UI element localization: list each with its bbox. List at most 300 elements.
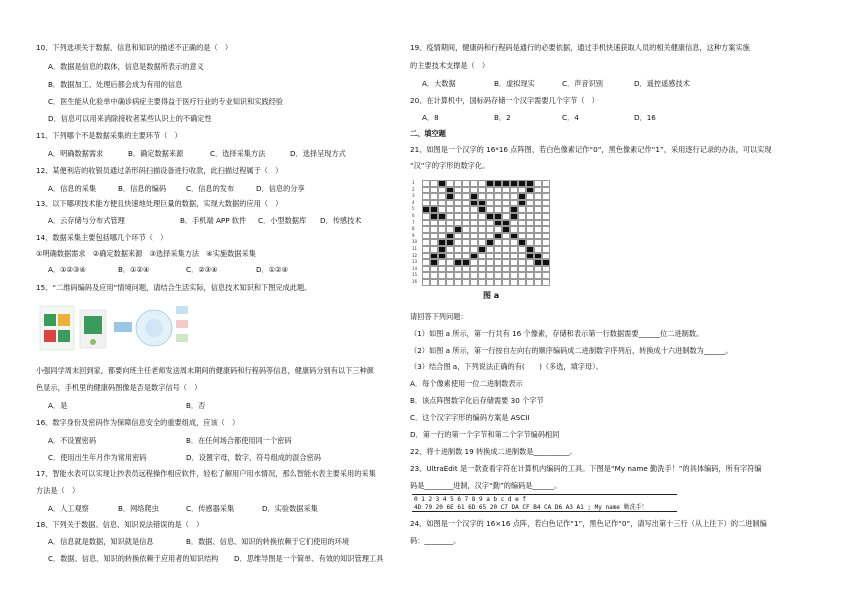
grid-pixel: [446, 213, 454, 220]
q21-option-a: A．每个像素使用一位二进制数表示: [410, 379, 523, 388]
grid-pixel: [438, 206, 446, 213]
grid-pixel: [446, 206, 454, 213]
grid-pixel: [438, 193, 446, 200]
grid-pixel: [494, 180, 502, 187]
grid-pixel: [502, 213, 510, 220]
grid-pixel: [478, 226, 486, 233]
grid-pixel: [494, 253, 502, 260]
grid-pixel: [470, 193, 478, 200]
grid-pixel: [534, 272, 542, 279]
grid-pixel: [462, 279, 470, 286]
grid-row-label: 15: [412, 272, 418, 278]
grid-pixel: [534, 206, 542, 213]
q14-stem: 14、数据采集主要包括哪几个环节（ ）: [36, 233, 168, 242]
grid-pixel: [502, 259, 510, 266]
grid-pixel: [542, 253, 550, 260]
grid-pixel: [462, 233, 470, 240]
hex-header-row: 0 1 2 3 4 5 6 7 8 9 a b c d e f: [414, 496, 526, 503]
q10-stem: 10、下列选项关于数据、信息和知识的描述不正确的是（ ）: [36, 43, 233, 52]
q17-option-c: C．传感器采集: [186, 504, 235, 513]
q12-option-a: A．信息的采集: [48, 184, 97, 193]
q20-option-b: B．2: [494, 113, 511, 122]
grid-pixel: [534, 233, 542, 240]
grid-pixel: [446, 253, 454, 260]
grid-pixel: [478, 187, 486, 194]
grid-pixel: [430, 193, 438, 200]
q11-stem: 11、下列哪个不是数据采集的主要环节（ ）: [36, 131, 182, 140]
q12-option-d: D．信息的分享: [256, 184, 305, 193]
grid-row-label: 1: [412, 180, 415, 185]
q19-option-d: D．遥控遥感技术: [634, 79, 690, 88]
grid-pixel: [446, 180, 454, 187]
q10-option-b: B．数据加工、处理后都会成为有用的信息: [48, 80, 183, 89]
grid-pixel: [438, 279, 446, 286]
grid-row-label: 2: [412, 186, 415, 192]
grid-pixel: [494, 239, 502, 246]
grid-pixel: [486, 226, 494, 233]
grid-pixel: [478, 246, 486, 253]
grid-pixel: [518, 253, 526, 260]
grid-pixel: [510, 279, 518, 286]
grid-pixel: [446, 233, 454, 240]
q18-option-a: A．信息就是数据，知识就是信息: [48, 537, 154, 546]
q13-stem: 13、以下哪项技术能方便且快速地处理巨量的数据，实现大数据的应用（ ）: [36, 199, 283, 208]
grid-pixel: [494, 220, 502, 227]
grid-pixel: [446, 279, 454, 286]
grid-pixel: [478, 233, 486, 240]
grid-pixel: [526, 272, 534, 279]
q10-option-d: D．信息可以用来消除接收者某些认识上的不确定性: [48, 114, 212, 123]
q11-option-b: B．确定数据来源: [128, 149, 184, 158]
grid-pixel: [430, 253, 438, 260]
q15-paragraph-2: 色显示，手机里的健康码图像是否是数字信号（ ）: [36, 383, 202, 392]
grid-pixel: [454, 272, 462, 279]
q17-stem-2: 方法是（ ）: [36, 486, 80, 495]
grid-pixel: [494, 213, 502, 220]
grid-pixel: [534, 180, 542, 187]
grid-pixel: [446, 200, 454, 207]
grid-pixel: [494, 272, 502, 279]
q16-stem: 16、数字身份及密码作为保障信息安全的重要组成，应该（ ）: [36, 418, 240, 427]
grid-row-label: 8: [412, 226, 415, 232]
grid-pixel: [430, 200, 438, 207]
grid-pixel: [542, 226, 550, 233]
q21-sub-2: （2）如图 a 所示，第一行按自左向右的顺序编码成二进制数字序列后，转换成十六进制数为______。: [410, 346, 733, 355]
grid-pixel: [422, 206, 430, 213]
q17-stem: 17、智能水表可以实现让抄表员远程操作相应软件，轻松了解用户用水情况，那么智能水表主要采用的采集: [36, 469, 376, 478]
q19-option-a: A．大数据: [422, 79, 456, 88]
grid-pixel: [462, 259, 470, 266]
grid-pixel: [430, 272, 438, 279]
q21-stem-2: “汉”字的字形的数字化。: [410, 161, 490, 170]
grid-pixel: [478, 206, 486, 213]
grid-pixel: [494, 200, 502, 207]
grid-pixel: [518, 226, 526, 233]
section-heading-fill-blank: 二、填空题: [410, 129, 446, 138]
grid-pixel: [542, 266, 550, 273]
grid-pixel: [438, 246, 446, 253]
grid-pixel: [526, 253, 534, 260]
grid-pixel: [422, 226, 430, 233]
grid-row-label: 6: [412, 213, 415, 218]
grid-pixel: [486, 259, 494, 266]
grid-pixel: [470, 220, 478, 227]
grid-pixel: [542, 193, 550, 200]
grid-pixel: [430, 246, 438, 253]
grid-pixel: [422, 180, 430, 187]
hex-data-row: 4D 79 20 6E 61 6D 65 20 C7 DA CF B4 CA D6 A3 A1 ; My name 勤洗手！: [414, 504, 648, 511]
grid-pixel: [446, 226, 454, 233]
q21-answer-prompt: 请回答下列问题：: [410, 312, 468, 321]
grid-pixel: [454, 246, 462, 253]
grid-pixel: [422, 246, 430, 253]
grid-pixel: [526, 200, 534, 207]
grid-pixel: [438, 213, 446, 220]
grid-pixel: [486, 279, 494, 286]
grid-pixel: [494, 233, 502, 240]
grid-pixel: [462, 180, 470, 187]
grid-pixel: [438, 272, 446, 279]
grid-pixel: [422, 200, 430, 207]
q21-option-b: B．该点阵图数字化后存储需要 30 个字节: [410, 396, 544, 405]
q16-option-c: C．使用出生年月作为常用密码: [48, 453, 147, 462]
grid-pixel: [518, 187, 526, 194]
grid-pixel: [518, 200, 526, 207]
grid-pixel: [502, 272, 510, 279]
grid-pixel: [486, 206, 494, 213]
grid-pixel: [518, 220, 526, 227]
q24-stem-2: 码：________。: [410, 536, 461, 545]
grid-pixel: [510, 272, 518, 279]
grid-pixel: [454, 200, 462, 207]
grid-pixel: [542, 200, 550, 207]
grid-pixel: [430, 239, 438, 246]
grid-pixel: [526, 213, 534, 220]
grid-pixel: [430, 259, 438, 266]
q19-option-c: C．声音识别: [562, 79, 603, 88]
grid-pixel: [486, 213, 494, 220]
grid-pixel: [446, 193, 454, 200]
pixel-grid-figure: [412, 176, 544, 288]
grid-pixel: [510, 220, 518, 227]
grid-pixel: [462, 266, 470, 273]
grid-pixel: [478, 200, 486, 207]
grid-pixel: [430, 233, 438, 240]
grid-pixel: [502, 266, 510, 273]
q20-option-a: A．8: [422, 113, 439, 122]
grid-pixel: [502, 193, 510, 200]
grid-pixel: [470, 180, 478, 187]
q14-option-b: B．①②④: [118, 265, 150, 274]
q15-paragraph-1: 小强同学周末回到家，都要向班主任老师发送周末期间的健康码和行程码等信息，健康码分别有以下三种颜: [36, 366, 374, 375]
figure-caption: 图 a: [483, 291, 500, 300]
q13-option-d: D．传感技术: [320, 216, 362, 225]
grid-pixel: [462, 239, 470, 246]
grid-pixel: [502, 279, 510, 286]
grid-row-label: 12: [412, 252, 418, 258]
q21-option-c: C．这个汉字字形的编码方案是 ASCII: [410, 413, 530, 422]
q18-option-b: B．数据、信息、知识的转换依赖于它们使用的环境: [186, 537, 350, 546]
grid-pixel: [542, 279, 550, 286]
grid-row-label: 3: [412, 193, 415, 199]
grid-pixel: [542, 246, 550, 253]
grid-pixel: [478, 213, 486, 220]
grid-pixel: [494, 193, 502, 200]
q17-option-b: B．网络爬虫: [118, 504, 159, 513]
q24-stem: 24、如图是一个汉字的 16×16 点阵，若白色记作“1”，黑色记作“0”，请写出第十三行（从上往下）的二进制编: [410, 519, 767, 528]
q19-option-b: B．虚拟现实: [494, 79, 535, 88]
grid-pixel: [526, 246, 534, 253]
grid-pixel: [502, 253, 510, 260]
q21-stem: 21、如图是一个汉字的 16*16 点阵图，若白色像素记作“0”，黑色像素记作“1”，采用逐行记录的办法，可以实现: [410, 145, 772, 154]
q13-option-b: B．手机端 APP 软件: [180, 216, 247, 225]
q23-stem-2: 码是________进制，汉字“勤”的编码是______。: [410, 481, 562, 490]
grid-row-label: 9: [412, 232, 415, 238]
grid-pixel: [446, 246, 454, 253]
grid-row-label: 11: [412, 246, 418, 251]
q11-option-d: D．选择呈现方式: [290, 149, 346, 158]
q21-option-d: D．第一行的第一个字节和第二个字节编码相同: [410, 430, 560, 439]
grid-pixel: [510, 200, 518, 207]
q19-stem-2: 的主要技术支撑是（ ）: [410, 61, 490, 70]
grid-pixel: [470, 259, 478, 266]
grid-pixel: [422, 220, 430, 227]
grid-pixel: [502, 226, 510, 233]
q17-option-d: D．实验数据采集: [262, 504, 318, 513]
grid-pixel: [462, 272, 470, 279]
grid-pixel: [502, 187, 510, 194]
grid-pixel: [446, 187, 454, 194]
grid-pixel: [462, 226, 470, 233]
grid-pixel: [486, 200, 494, 207]
q14-option-a: A．①②③④: [48, 265, 86, 274]
q20-option-d: D．16: [634, 113, 656, 122]
grid-pixel: [486, 233, 494, 240]
grid-pixel: [454, 253, 462, 260]
grid-pixel: [438, 226, 446, 233]
grid-pixel: [526, 233, 534, 240]
grid-pixel: [526, 187, 534, 194]
grid-pixel: [478, 279, 486, 286]
grid-pixel: [542, 220, 550, 227]
grid-pixel: [422, 193, 430, 200]
grid-pixel: [478, 253, 486, 260]
grid-pixel: [454, 259, 462, 266]
grid-pixel: [422, 253, 430, 260]
grid-pixel: [470, 187, 478, 194]
grid-pixel: [534, 187, 542, 194]
grid-pixel: [462, 213, 470, 220]
q16-option-d: D．设置字母，数字，符号组成的混合密码: [186, 453, 321, 462]
grid-pixel: [446, 239, 454, 246]
grid-pixel: [470, 272, 478, 279]
grid-pixel: [510, 266, 518, 273]
grid-pixel: [534, 226, 542, 233]
grid-pixel: [438, 187, 446, 194]
grid-pixel: [526, 279, 534, 286]
grid-pixel: [494, 279, 502, 286]
grid-pixel: [518, 279, 526, 286]
grid-pixel: [470, 213, 478, 220]
grid-pixel: [462, 200, 470, 207]
q13-option-c: C．小型数据库: [258, 216, 307, 225]
grid-pixel: [486, 272, 494, 279]
grid-pixel: [526, 193, 534, 200]
grid-pixel: [454, 233, 462, 240]
grid-row-label: 7: [412, 219, 415, 225]
grid-pixel: [518, 266, 526, 273]
q14-list: ①明确数据需求 ②确定数据来源 ③选择采集方法 ④实施数据采集: [36, 249, 256, 258]
hex-encoding-table: [412, 494, 677, 512]
grid-pixel: [542, 180, 550, 187]
grid-pixel: [542, 239, 550, 246]
grid-pixel: [446, 220, 454, 227]
grid-pixel: [518, 272, 526, 279]
grid-pixel: [470, 200, 478, 207]
grid-pixel: [518, 246, 526, 253]
grid-pixel: [478, 259, 486, 266]
grid-pixel: [430, 279, 438, 286]
grid-pixel: [510, 259, 518, 266]
grid-pixel: [510, 253, 518, 260]
grid-row-label: 10: [412, 239, 418, 245]
q14-option-d: D．①②④: [256, 265, 289, 274]
grid-pixel: [526, 266, 534, 273]
grid-pixel: [438, 233, 446, 240]
q18-option-d: D．思维导图是一个简单、有效的知识管理工具: [234, 554, 384, 563]
q12-option-b: B．信息的编码: [118, 184, 167, 193]
grid-pixel: [486, 253, 494, 260]
grid-pixel: [510, 233, 518, 240]
grid-pixel: [534, 246, 542, 253]
grid-pixel: [542, 213, 550, 220]
grid-pixel: [510, 226, 518, 233]
left-column: [0, 0, 400, 608]
grid-pixel: [518, 180, 526, 187]
grid-pixel: [462, 253, 470, 260]
grid-row-label: 14: [412, 265, 418, 271]
grid-pixel: [438, 180, 446, 187]
grid-pixel: [534, 220, 542, 227]
grid-pixel: [542, 233, 550, 240]
grid-pixel: [486, 180, 494, 187]
q12-stem: 12、某便利店的收银员通过条形码扫描设备进行收款，此扫描过程属于（ ）: [36, 166, 283, 175]
q14-option-c: C．②③④: [186, 265, 218, 274]
grid-pixel: [502, 206, 510, 213]
grid-pixel: [510, 187, 518, 194]
q10-option-a: A．数据是信息的载体，信息是数据所表示的意义: [48, 62, 204, 71]
grid-pixel: [462, 206, 470, 213]
grid-pixel: [510, 213, 518, 220]
grid-pixel: [470, 206, 478, 213]
grid-pixel: [430, 220, 438, 227]
q16-option-b: B．在任何场合都使用同一个密码: [186, 436, 292, 445]
grid-pixel: [502, 200, 510, 207]
q11-option-a: A．明确数据需求: [48, 149, 104, 158]
grid-pixel: [534, 239, 542, 246]
grid-pixel: [462, 220, 470, 227]
grid-pixel: [470, 279, 478, 286]
q15-option-b: B．否: [186, 401, 206, 410]
grid-pixel: [462, 187, 470, 194]
grid-pixel: [422, 233, 430, 240]
grid-pixel: [502, 246, 510, 253]
grid-pixel: [502, 239, 510, 246]
grid-pixel: [422, 259, 430, 266]
grid-pixel: [486, 246, 494, 253]
grid-pixel: [438, 253, 446, 260]
grid-pixel: [422, 266, 430, 273]
grid-pixel: [438, 259, 446, 266]
q15-option-a: A．是: [48, 401, 68, 410]
grid-pixel: [454, 180, 462, 187]
q20-stem: 20、在计算机中，国标码存储一个汉字需要几个字节（ ）: [410, 96, 599, 105]
grid-pixel: [518, 259, 526, 266]
grid-pixel: [542, 259, 550, 266]
grid-pixel: [438, 239, 446, 246]
grid-pixel: [422, 272, 430, 279]
grid-pixel: [518, 193, 526, 200]
grid-pixel: [534, 259, 542, 266]
grid-pixel: [454, 239, 462, 246]
grid-pixel: [470, 239, 478, 246]
q17-option-a: A．人工观察: [48, 504, 89, 513]
grid-pixel: [502, 180, 510, 187]
grid-pixel: [430, 180, 438, 187]
grid-pixel: [478, 180, 486, 187]
grid-pixel: [486, 266, 494, 273]
grid-pixel: [430, 206, 438, 213]
grid-pixel: [478, 220, 486, 227]
grid-pixel: [510, 180, 518, 187]
grid-pixel: [462, 193, 470, 200]
q18-option-c: C．数据、信息、知识的转换依赖于应用者的知识结构: [48, 554, 219, 563]
grid-pixel: [462, 246, 470, 253]
grid-pixel: [526, 206, 534, 213]
grid-pixel: [534, 253, 542, 260]
grid-pixel: [478, 272, 486, 279]
grid-pixel: [430, 226, 438, 233]
grid-pixel: [430, 266, 438, 273]
grid-pixel: [454, 187, 462, 194]
grid-pixel: [478, 266, 486, 273]
grid-row-label: 13: [412, 259, 418, 265]
grid-pixel: [518, 239, 526, 246]
q23-stem: 23、UltraEdit 是一款查看字符在计算机内编码的工具。下图是“My name 勤洗手！”的具体编码，所有字符编: [410, 464, 762, 473]
q10-option-c: C．医生能从化验单中确诊病症主要得益于医疗行业的专业知识和实践经验: [48, 97, 284, 106]
grid-row-label: 5: [412, 206, 415, 212]
grid-pixel: [478, 193, 486, 200]
grid-pixel: [494, 259, 502, 266]
grid-pixel: [526, 226, 534, 233]
grid-pixel: [542, 206, 550, 213]
grid-pixel: [446, 259, 454, 266]
grid-pixel: [438, 220, 446, 227]
grid-pixel: [438, 266, 446, 273]
grid-pixel: [534, 266, 542, 273]
grid-pixel: [526, 180, 534, 187]
q13-option-a: A．云存储与分布式管理: [48, 216, 125, 225]
q11-option-c: C．选择采集方法: [210, 149, 266, 158]
grid-pixel: [494, 246, 502, 253]
grid-pixel: [422, 279, 430, 286]
grid-pixel: [494, 266, 502, 273]
grid-pixel: [422, 187, 430, 194]
grid-pixel: [454, 226, 462, 233]
grid-pixel: [494, 206, 502, 213]
grid-pixel: [470, 253, 478, 260]
q16-option-a: A．不设置密码: [48, 436, 97, 445]
